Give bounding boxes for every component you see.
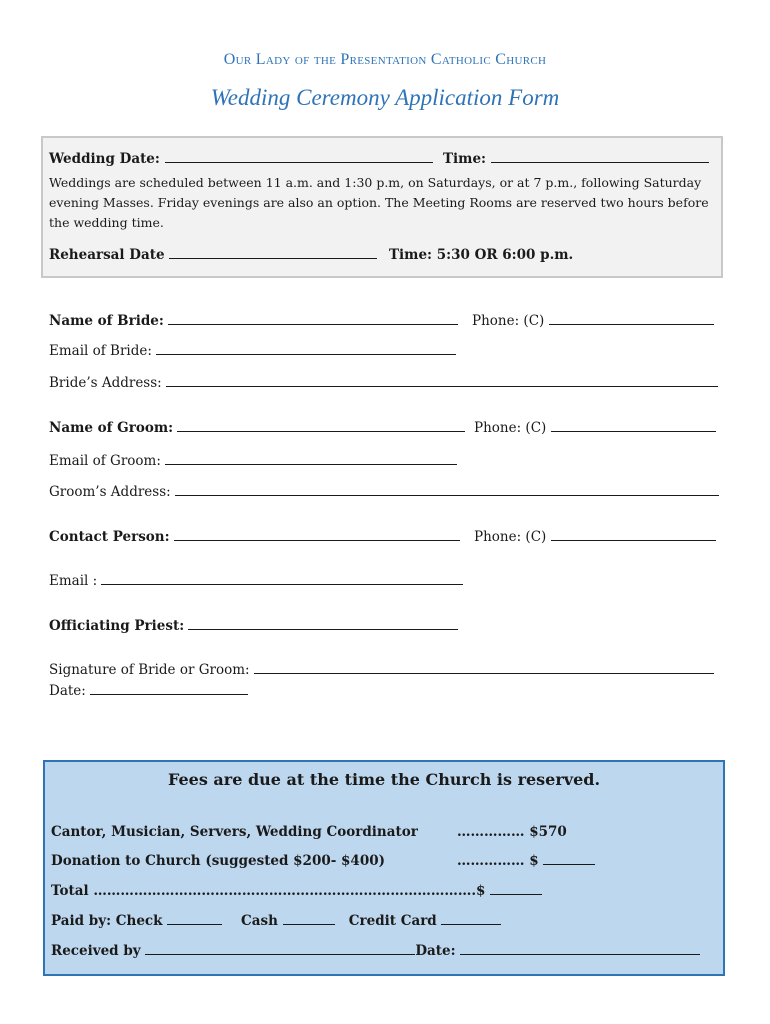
form-title: Wedding Ceremony Application Form <box>210 85 560 110</box>
bride-name-label: Name of Bride: <box>49 313 164 329</box>
received-date-label: Date: <box>415 943 456 959</box>
wedding-time-row <box>443 151 709 167</box>
bride-phone-row <box>472 313 714 329</box>
signature-label: Signature of Bride or Groom: <box>49 662 250 678</box>
groom-name-row <box>49 420 465 436</box>
groom-phone-field[interactable] <box>551 431 716 432</box>
contact-person-label: Contact Person: <box>49 529 170 545</box>
cantor-fee: …………… $570 <box>457 824 567 840</box>
contact-phone-row <box>474 529 716 545</box>
wedding-date-label: Wedding Date: <box>49 151 160 167</box>
contact-person-row <box>49 529 460 545</box>
officiating-priest-label: Officiating Priest: <box>49 618 185 634</box>
total-row <box>51 883 542 899</box>
received-by-label: Received by <box>51 943 141 959</box>
rehearsal-date-label: Rehearsal Date <box>49 247 165 263</box>
officiating-priest-field[interactable] <box>188 629 458 630</box>
paid-by-row <box>51 913 501 929</box>
fees-title: Fees are due at the time the Church is reserved. <box>167 770 601 789</box>
groom-email-label: Email of Groom: <box>49 453 161 469</box>
email-row <box>49 573 463 589</box>
schedule-note: Weddings are scheduled between 11 a.m. and 1:30 p.m, on Saturdays, or at 7 p.m., following Saturday evening Masses. Friday evenings are also an option. The Meeting Rooms are reserved two hours before the wedding time. <box>49 175 709 230</box>
groom-email-row <box>49 453 457 469</box>
received-by-row <box>51 943 700 959</box>
groom-name-field[interactable] <box>177 431 465 432</box>
email-label: Email : <box>49 573 98 589</box>
wedding-date-row <box>49 151 433 167</box>
bride-email-label: Email of Bride: <box>49 343 152 359</box>
groom-name-label: Name of Groom: <box>49 420 174 436</box>
donation-fee-field[interactable] <box>543 864 595 865</box>
bride-phone-field[interactable] <box>549 324 714 325</box>
bride-name-field[interactable] <box>168 324 458 325</box>
date-label: Date: <box>49 683 86 699</box>
bride-address-label: Bride’s Address: <box>49 375 162 391</box>
groom-phone-label: Phone: (C) <box>474 420 547 436</box>
bride-email-field[interactable] <box>156 354 456 355</box>
date-row <box>49 683 248 699</box>
received-date-field[interactable] <box>460 954 700 955</box>
contact-person-field[interactable] <box>174 540 460 541</box>
bride-phone-label: Phone: (C) <box>472 313 545 329</box>
church-name: Our Lady of the Presentation Catholic Church <box>223 51 547 68</box>
signature-row <box>49 662 714 678</box>
contact-phone-field[interactable] <box>551 540 716 541</box>
groom-phone-row <box>474 420 716 436</box>
date-field[interactable] <box>90 694 248 695</box>
donation-label: Donation to Church (suggested $200- $400) <box>51 853 385 869</box>
wedding-time-field[interactable] <box>491 162 709 163</box>
credit-card-label: Credit Card <box>348 913 437 929</box>
rehearsal-row <box>49 247 377 263</box>
groom-address-label: Groom’s Address: <box>49 484 171 500</box>
cash-field[interactable] <box>283 924 335 925</box>
bride-address-row <box>49 375 718 391</box>
donation-fee-row <box>457 853 595 869</box>
contact-phone-label: Phone: (C) <box>474 529 547 545</box>
cash-label: Cash <box>241 913 278 929</box>
wedding-time-label: Time: <box>443 151 487 167</box>
groom-email-field[interactable] <box>165 464 457 465</box>
groom-address-row <box>49 484 719 500</box>
bride-name-row <box>49 313 458 329</box>
donation-fee-label: …………… $ <box>457 853 539 869</box>
bride-email-row <box>49 343 456 359</box>
officiating-priest-row <box>49 618 458 634</box>
groom-address-field[interactable] <box>175 495 719 496</box>
rehearsal-time: Time: 5:30 OR 6:00 p.m. <box>389 247 574 263</box>
rehearsal-date-field[interactable] <box>169 258 377 259</box>
signature-field[interactable] <box>254 673 714 674</box>
paid-by-check-label: Paid by: Check <box>51 913 163 929</box>
email-field[interactable] <box>101 584 463 585</box>
check-field[interactable] <box>167 924 222 925</box>
total-field[interactable] <box>490 894 542 895</box>
total-label: Total ………………………………………………………………………….$ <box>51 883 486 899</box>
wedding-date-field[interactable] <box>165 162 433 163</box>
received-by-field[interactable] <box>145 954 415 955</box>
bride-address-field[interactable] <box>166 386 718 387</box>
credit-card-field[interactable] <box>441 924 501 925</box>
cantor-label: Cantor, Musician, Servers, Wedding Coordinator <box>51 824 418 840</box>
